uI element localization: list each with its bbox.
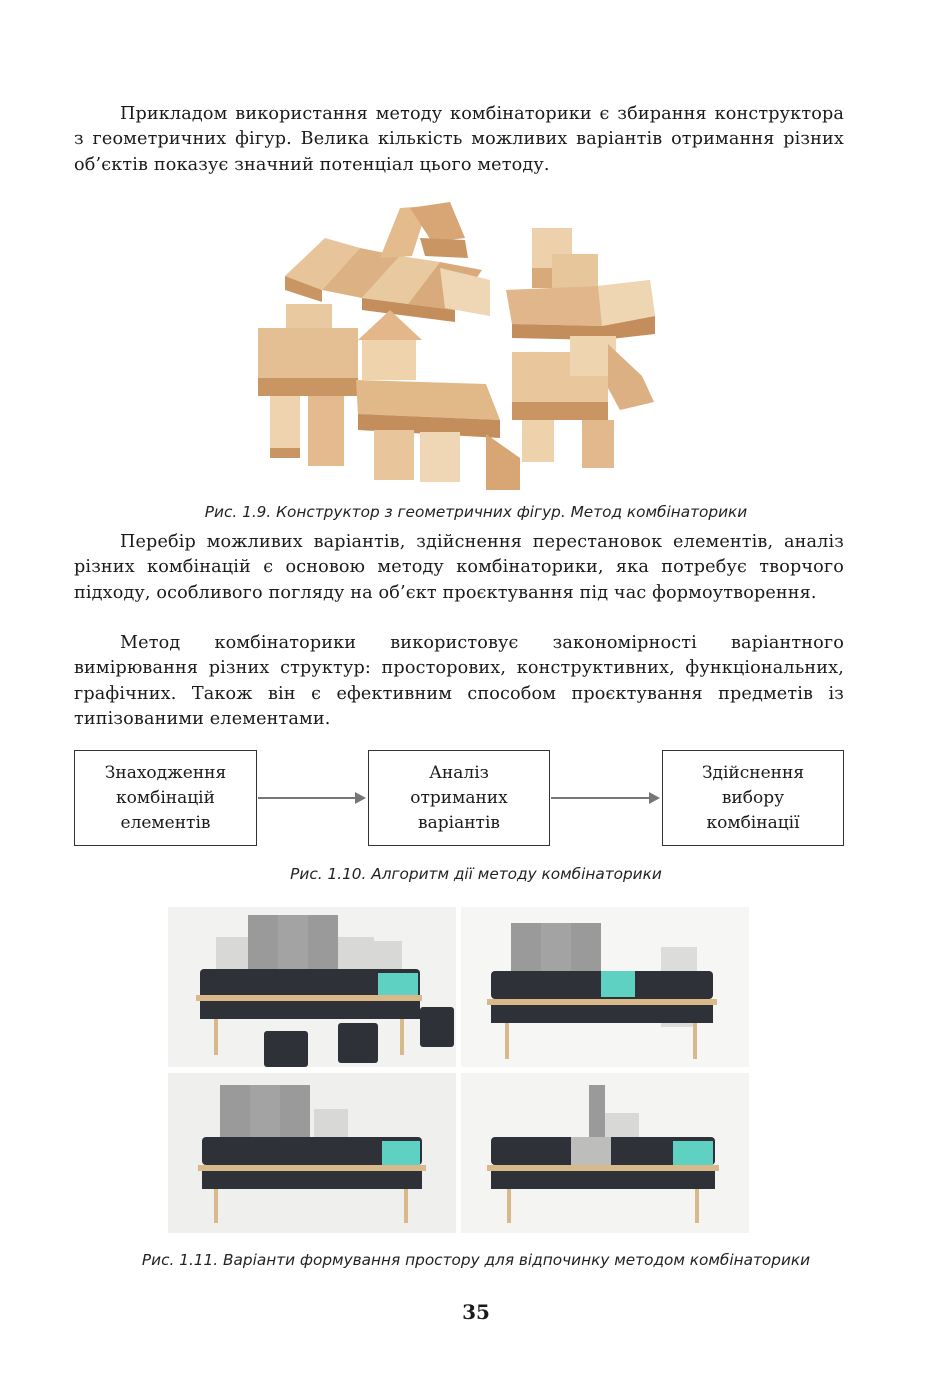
wooden-blocks-photo: [250, 198, 670, 490]
step-box-find-combinations: Знаходження комбінацій елементів: [74, 750, 257, 846]
step-box-choose-combination: Здійснення вибору комбінації: [662, 750, 844, 846]
block-figure-animal-right: [512, 336, 654, 468]
block-figure-house-train: [356, 310, 520, 490]
figure-caption-1-10: Рис. 1.10. Алгоритм дії методу комбінаторики: [290, 865, 662, 883]
sofa-photo-variant-2: [461, 907, 749, 1067]
step-box-analyze-variants: Аналіз отриманих варіантів: [368, 750, 550, 846]
flow-arrow-1: [258, 797, 364, 799]
paragraph-method-usage: Метод комбінаторики використовує закономірності варіантного вимірювання різних структур: просторових, конструктивних, функціональних, графічних. Також він є ефективним способом проєктування предметів із типізованими елементами.: [74, 633, 844, 729]
sofa-photo-variant-3: [168, 1073, 456, 1233]
paragraph-enumeration: Перебір можливих варіантів, здійснення перестановок елементів, аналіз різних комбінацій є основою методу комбінаторики, яка потребує творчого підходу, особливого погляду на об’єкт проєктування під час формоутворення.: [74, 532, 844, 603]
block-figure-boat: [506, 228, 655, 340]
block-figure-animal-left: [258, 304, 358, 466]
paragraph-intro: Прикладом використання методу комбінаторики є збирання конструктора з геометричних фігур. Велика кількість можливих варіантів отримання різних об’єктів показує значний потенціал цього методу.: [74, 104, 844, 175]
flow-arrow-2: [551, 797, 658, 799]
sofa-photo-variant-4: [461, 1073, 749, 1233]
figure-caption-1-9: Рис. 1.9. Конструктор з геометричних фігур. Метод комбінаторики: [204, 503, 748, 521]
page-number: 35: [462, 1300, 490, 1324]
sofa-photo-variant-1: [168, 907, 456, 1067]
figure-caption-1-11: Рис. 1.11. Варіанти формування простору для відпочинку методом комбінаторики: [141, 1251, 811, 1269]
